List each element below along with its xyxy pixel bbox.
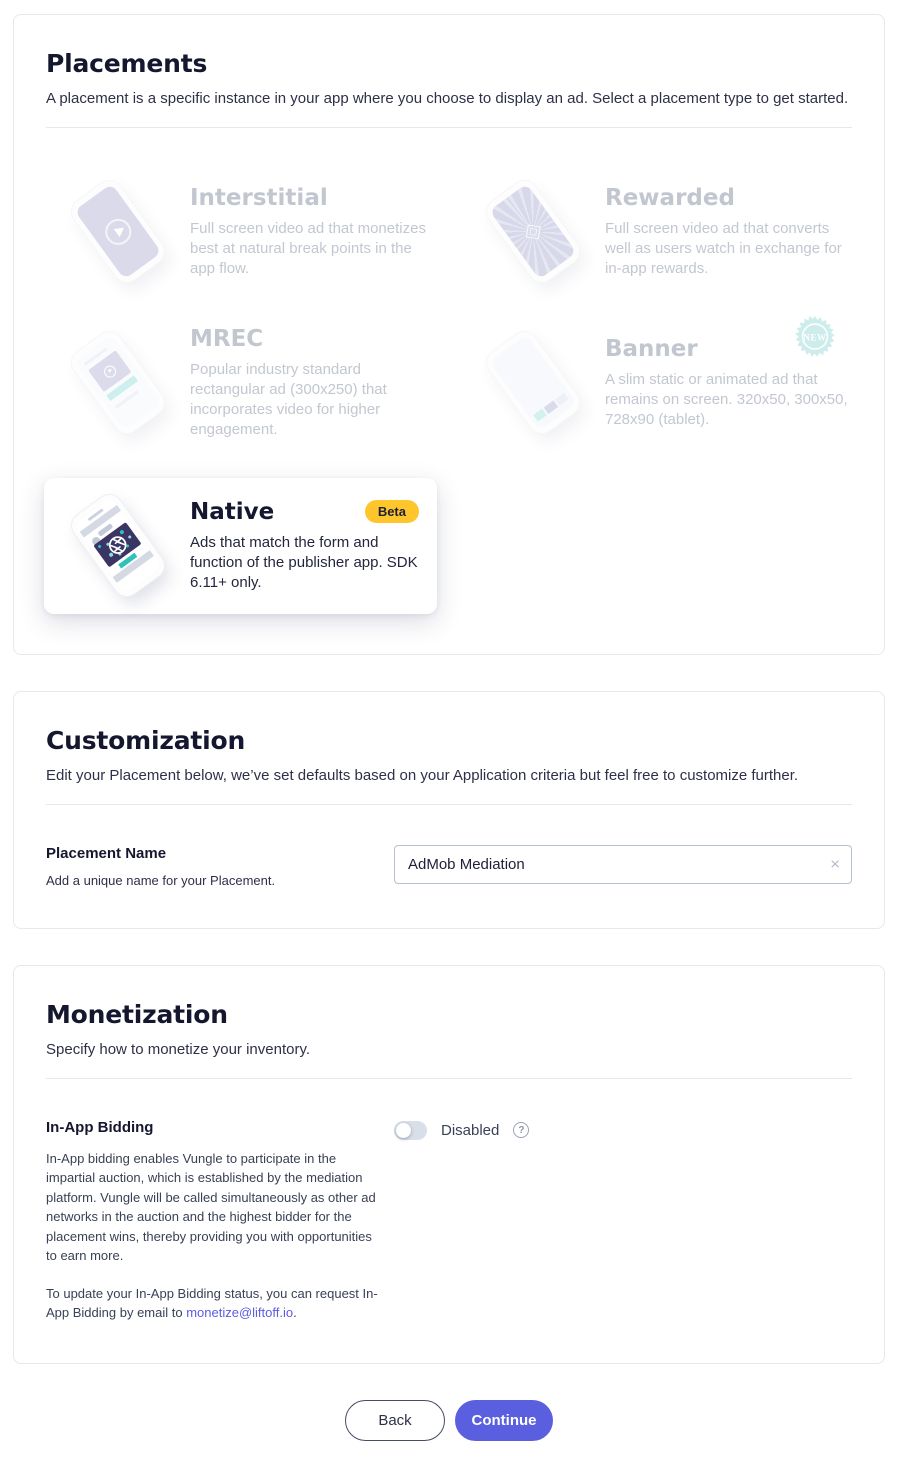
option-description: Popular industry standard rectangular ad (300x250) that incorporates video for higher engagement. bbox=[190, 361, 387, 438]
in-app-bidding-description: In-App bidding enables Vungle to participate in the impartial auction, which is established by the mediation platform. Vungle will be called simultaneously as other ad networks in the auction and the highest bidder for the placement wins, thereby providing you with opportunities to earn more. bbox=[46, 1150, 376, 1264]
divider bbox=[46, 804, 852, 805]
clear-input-icon[interactable]: × bbox=[830, 854, 840, 874]
placement-option-banner[interactable] bbox=[461, 322, 852, 444]
divider bbox=[46, 127, 852, 128]
monetization-card bbox=[13, 965, 885, 1364]
native-phone-icon bbox=[62, 494, 174, 598]
placement-option-rewarded[interactable] bbox=[461, 176, 852, 288]
new-badge-icon bbox=[792, 314, 838, 360]
placement-name-input[interactable] bbox=[394, 845, 852, 884]
in-app-bidding-toggle[interactable] bbox=[394, 1121, 427, 1140]
option-description: Ads that match the form and function of the publisher app. SDK 6.11+ only. bbox=[190, 533, 418, 591]
beta-badge: Beta bbox=[365, 500, 419, 523]
option-description: A slim static or animated ad that remains on screen. 320x50, 300x50, 728x90 (tablet). bbox=[605, 370, 848, 428]
customization-card bbox=[13, 691, 885, 929]
monetization-title: Monetization bbox=[46, 999, 228, 1029]
option-title: MREC bbox=[190, 326, 264, 352]
placement-name-help: Add a unique name for your Placement. bbox=[46, 872, 276, 888]
back-button[interactable]: Back bbox=[345, 1400, 445, 1441]
option-title: Interstitial bbox=[190, 185, 328, 212]
placements-card bbox=[13, 14, 885, 655]
placement-option-interstitial[interactable] bbox=[46, 176, 437, 288]
continue-button[interactable]: Continue bbox=[455, 1400, 553, 1441]
rewarded-phone-icon bbox=[477, 180, 589, 284]
option-title: Native bbox=[190, 498, 275, 525]
monetize-email-link[interactable]: monetize@liftoff.io bbox=[186, 1305, 294, 1321]
option-title: Banner bbox=[605, 335, 698, 362]
placement-name-label: Placement Name bbox=[46, 844, 167, 862]
banner-phone-icon bbox=[477, 331, 589, 435]
interstitial-phone-icon bbox=[62, 180, 174, 284]
mrec-phone-icon bbox=[62, 331, 174, 435]
placement-type-grid bbox=[46, 176, 852, 614]
in-app-bidding-label: In-App Bidding bbox=[46, 1118, 154, 1136]
option-title: Rewarded bbox=[605, 185, 735, 212]
monetization-subtitle: Specify how to monetize your inventory. bbox=[46, 1040, 311, 1058]
option-description: Full screen video ad that converts well as users watch in exchange for in-app rewards. bbox=[605, 220, 842, 277]
placements-title: Placements bbox=[46, 49, 208, 78]
placements-subtitle: A placement is a specific instance in your app where you choose to display an ad. Select a placement type to get started. bbox=[46, 90, 849, 107]
help-icon[interactable]: ? bbox=[513, 1122, 529, 1138]
option-description: Full screen video ad that monetizes best at natural break points in the app flow. bbox=[190, 220, 426, 277]
placement-option-native[interactable] bbox=[44, 478, 437, 614]
in-app-bidding-note: To update your In-App Bidding status, you can request In-App Bidding by email to monetize@liftoff.io. bbox=[46, 1285, 378, 1321]
divider bbox=[46, 1078, 852, 1079]
customization-subtitle: Edit your Placement below, we’ve set defaults based on your Application criteria but feel free to customize further. bbox=[46, 766, 799, 784]
footer-actions bbox=[0, 1400, 898, 1441]
placement-option-mrec[interactable] bbox=[46, 322, 437, 444]
svg-text:NEW: NEW bbox=[803, 332, 827, 343]
customization-title: Customization bbox=[46, 725, 246, 755]
in-app-bidding-status: Disabled bbox=[441, 1121, 500, 1139]
